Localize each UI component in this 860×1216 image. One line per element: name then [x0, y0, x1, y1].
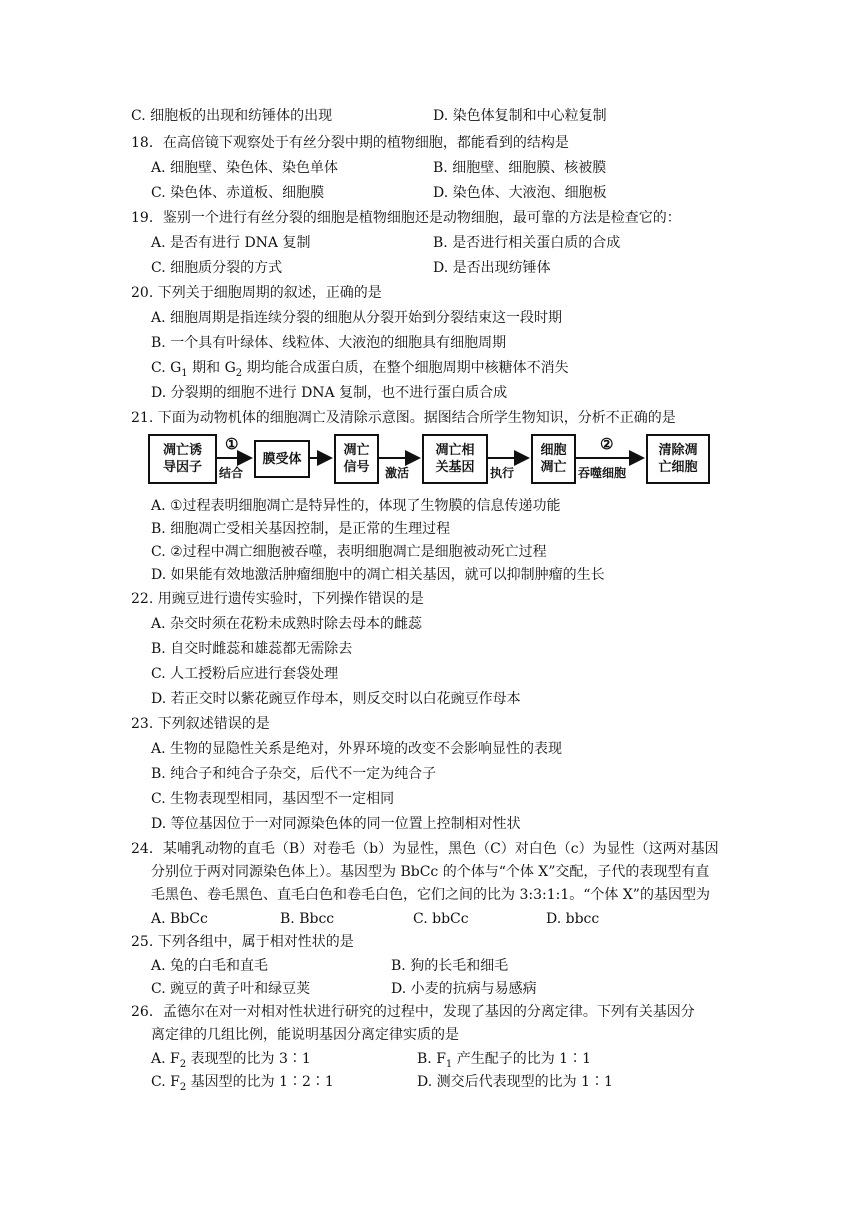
q22-option-a: A. 杂交时须在花粉未成熟时除去母本的雌蕊: [151, 616, 423, 632]
label-execute: 执行: [490, 466, 515, 480]
q26-option-b: B. $F_1$ 产生配子的比为 1∶1: [417, 1051, 591, 1070]
q17-option-c: C. 细胞板的出现和纺锤体的出现: [131, 108, 333, 124]
question-26-line-2: 离定律的几组比例，能说明基因分离定律实质的是: [151, 1027, 459, 1043]
q23-option-b: B. 纯合子和纯合子杂交，后代不一定为纯合子: [151, 766, 437, 782]
q22-option-d: D. 若正交时以紫花豌豆作母本，则反交时以白花豌豆作母本: [151, 691, 521, 707]
label-bind: 结合: [219, 466, 244, 480]
box-apoptosis-signal: 凋亡 信号: [334, 434, 379, 484]
q19-option-d: D. 是否出现纺锤体: [433, 260, 551, 276]
q25-option-a: A. 兔的白毛和直毛: [151, 958, 269, 974]
q21-option-a: A. ①过程表明细胞凋亡是特异性的，体现了生物膜的信息传递功能: [151, 498, 561, 514]
box-membrane-receptor: 膜受体: [254, 440, 310, 478]
q21-option-c: C. ②过程中凋亡细胞被吞噬，表明细胞凋亡是细胞被动死亡过程: [151, 544, 547, 560]
q20-option-a: A. 细胞周期是指连续分裂的细胞从分裂开始到分裂结束这一段时期: [151, 310, 563, 326]
q23-option-d: D. 等位基因位于一对同源染色体的同一位置上控制相对性状: [151, 816, 521, 832]
q22-option-b: B. 自交时雌蕊和雄蕊都无需除去: [151, 641, 353, 657]
q26-option-a: A. $F_2$ 表现型的比为 3∶1: [151, 1051, 311, 1070]
box-cell-apoptosis: 细胞 凋亡: [531, 434, 576, 484]
box-clear-apoptotic-cells: 清除凋 亡细胞: [646, 434, 710, 484]
q26-option-d: D. 测交后代表现型的比为 1∶1: [417, 1074, 613, 1090]
q21-option-d: D. 如果能有效地激活肿瘤细胞中的凋亡相关基因，就可以抑制肿瘤的生长: [151, 567, 605, 583]
question-18: 18．在高倍镜下观察处于有丝分裂中期的植物细胞，都能看到的结构是: [131, 135, 569, 151]
q25-option-c: C. 豌豆的黄子叶和绿豆荚: [151, 981, 311, 997]
q19-option-b: B. 是否进行相关蛋白质的合成: [433, 235, 621, 251]
q24-option-c: C. bbCc: [413, 911, 469, 927]
q17-option-d: D. 染色体复制和中心粒复制: [433, 108, 607, 124]
question-22: 22. 用豌豆进行遗传实验时，下列操作错误的是: [131, 591, 424, 607]
question-23: 23. 下列叙述错误的是: [131, 716, 270, 732]
q24-option-b: B. Bbcc: [280, 911, 335, 927]
q23-option-c: C. 生物表现型相同，基因型不一定相同: [151, 791, 395, 807]
q26-option-c: C. $F_2$ 基因型的比为 1∶2∶1: [151, 1074, 334, 1093]
box-apoptosis-inducer: 凋亡诱 导因子: [148, 434, 217, 484]
q19-option-a: A. 是否有进行 DNA 复制: [151, 235, 311, 251]
q24-option-d: D. bbcc: [546, 911, 600, 927]
q22-option-c: C. 人工授粉后应进行套袋处理: [151, 666, 339, 682]
q21-option-b: B. 细胞凋亡受相关基因控制，是正常的生理过程: [151, 521, 451, 537]
q18-option-c: C. 染色体、赤道板、细胞膜: [151, 185, 325, 201]
question-24-line-2: 分别位于两对同源染色体上）。基因型为 BbCc 的个体与“个体 X”交配，子代的表现型有直: [151, 864, 710, 880]
question-26-line-1: 26．孟德尔在对一对相对性状进行研究的过程中，发现了基因的分离定律。下列有关基因分: [131, 1004, 695, 1020]
process-2-marker: ②: [600, 435, 614, 453]
question-25: 25. 下列各组中，属于相对性状的是: [131, 934, 354, 950]
q25-option-d: D. 小麦的抗病与易感病: [391, 981, 537, 997]
apoptosis-flow-diagram: [145, 432, 712, 486]
q20-option-d: D. 分裂期的细胞不进行 DNA 复制，也不进行蛋白质合成: [151, 385, 508, 401]
q18-option-b: B. 细胞壁、细胞膜、核被膜: [433, 160, 607, 176]
q20-option-c: C. $G_1$ 期和 $G_2$ 期均能合成蛋白质，在整个细胞周期中核糖体不消失: [151, 360, 569, 379]
label-activate: 激活: [385, 466, 410, 480]
question-20: 20. 下列关于细胞周期的叙述，正确的是: [131, 285, 382, 301]
q19-option-c: C. 细胞质分裂的方式: [151, 260, 283, 276]
q25-option-b: B. 狗的长毛和细毛: [391, 958, 509, 974]
question-19: 19．鉴别一个进行有丝分裂的细胞是植物细胞还是动物细胞，最可靠的方法是检查它的：: [131, 210, 681, 226]
q18-option-d: D. 染色体、大液泡、细胞板: [433, 185, 607, 201]
q18-option-a: A. 细胞壁、染色体、染色单体: [151, 160, 339, 176]
question-24-line-3: 毛黑色、卷毛黑色、直毛白色和卷毛白色，它们之间的比为 3:3:1:1。“个体 X”的基因型为: [151, 887, 710, 903]
q23-option-a: A. 生物的显隐性关系是绝对，外界环境的改变不会影响显性的表现: [151, 741, 563, 757]
box-apoptosis-genes: 凋亡相 关基因: [422, 434, 488, 484]
question-21: 21. 下面为动物机体的细胞凋亡及清除示意图。据图结合所学生物知识，分析不正确的是: [131, 410, 676, 426]
q24-option-a: A. BbCc: [151, 911, 208, 927]
q20-option-b: B. 一个具有叶绿体、线粒体、大液泡的细胞具有细胞周期: [151, 335, 507, 351]
label-phagocyte: 吞噬细胞: [578, 466, 627, 480]
process-1-marker: ①: [225, 435, 239, 453]
question-24-line-1: 24．某哺乳动物的直毛（B）对卷毛（b）为显性，黑色（C）对白色（c）为显性（这两对基因: [131, 841, 719, 857]
